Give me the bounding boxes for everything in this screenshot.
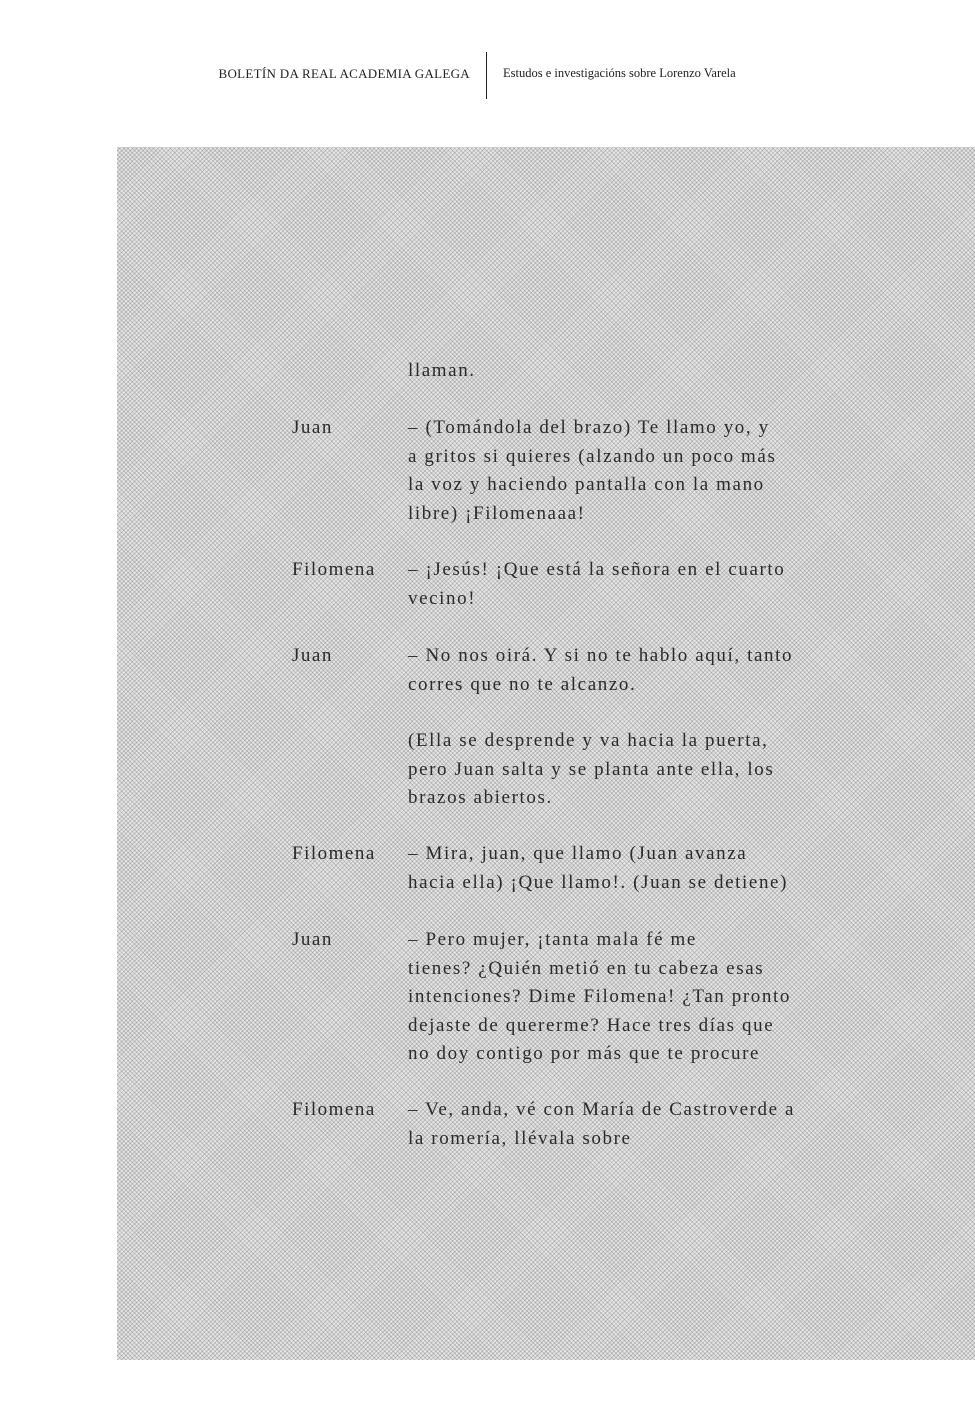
dialogue-line: vecino! <box>408 587 477 609</box>
dialogue-line: – (Tomándola del brazo) Te llamo yo, y <box>408 417 770 438</box>
dialogue-line: corres que no te alcanzo. <box>408 673 637 695</box>
dialogue-line: – Pero mujer, ¡tanta mala fé me <box>408 929 697 950</box>
dialogue-line: – Mira, juan, que llamo (Juan avanza <box>408 843 748 864</box>
dialogue-line: – ¡Jesús! ¡Que está la señora en el cuarto <box>408 559 786 580</box>
stage-direction-line: brazos abiertos. <box>408 787 553 808</box>
speaker-name: Filomena <box>292 559 376 580</box>
dialogue-line: libre) ¡Filomenaaa! <box>408 502 586 524</box>
speaker-name: Juan <box>292 645 333 666</box>
speaker-name: Filomena <box>292 1099 376 1120</box>
speaker-name: Juan <box>292 417 333 438</box>
speaker-name: Filomena <box>292 843 376 864</box>
dialogue-line: dejaste de quererme? Hace tres días que <box>408 1014 775 1036</box>
stage-direction-line: pero Juan salta y se planta ante ella, los <box>408 758 775 780</box>
stage-direction-line: (Ella se desprende y va hacia la puerta, <box>408 730 769 751</box>
journal-title: BOLETÍN DA REAL ACADEMIA GALEGA <box>218 66 470 81</box>
dialogue-line: no doy contigo por más que te procure <box>408 1043 761 1064</box>
section-title: Estudos e investigacións sobre Lorenzo Varela <box>503 66 736 80</box>
dialogue-line: hacia ella) ¡Que llamo!. (Juan se detiene) <box>408 871 789 893</box>
dialogue-line: la romería, llévala sobre <box>408 1127 632 1149</box>
dialogue-line: la voz y haciendo pantalla con la mano <box>408 474 765 495</box>
dialogue-line: tienes? ¿Quién metió en tu cabeza esas <box>408 957 765 979</box>
dialogue-line: – Ve, anda, vé con María de Castroverde a <box>408 1099 796 1120</box>
dialogue-line: a gritos si quieres (alzando un poco más <box>408 445 777 467</box>
dialogue-line: llaman. <box>408 360 476 381</box>
dialogue-line: – No nos oirá. Y si no te hablo aquí, tanto <box>408 645 794 666</box>
speaker-name: Juan <box>292 929 333 950</box>
dialogue-line: intenciones? Dime Filomena! ¿Tan pronto <box>408 986 791 1007</box>
